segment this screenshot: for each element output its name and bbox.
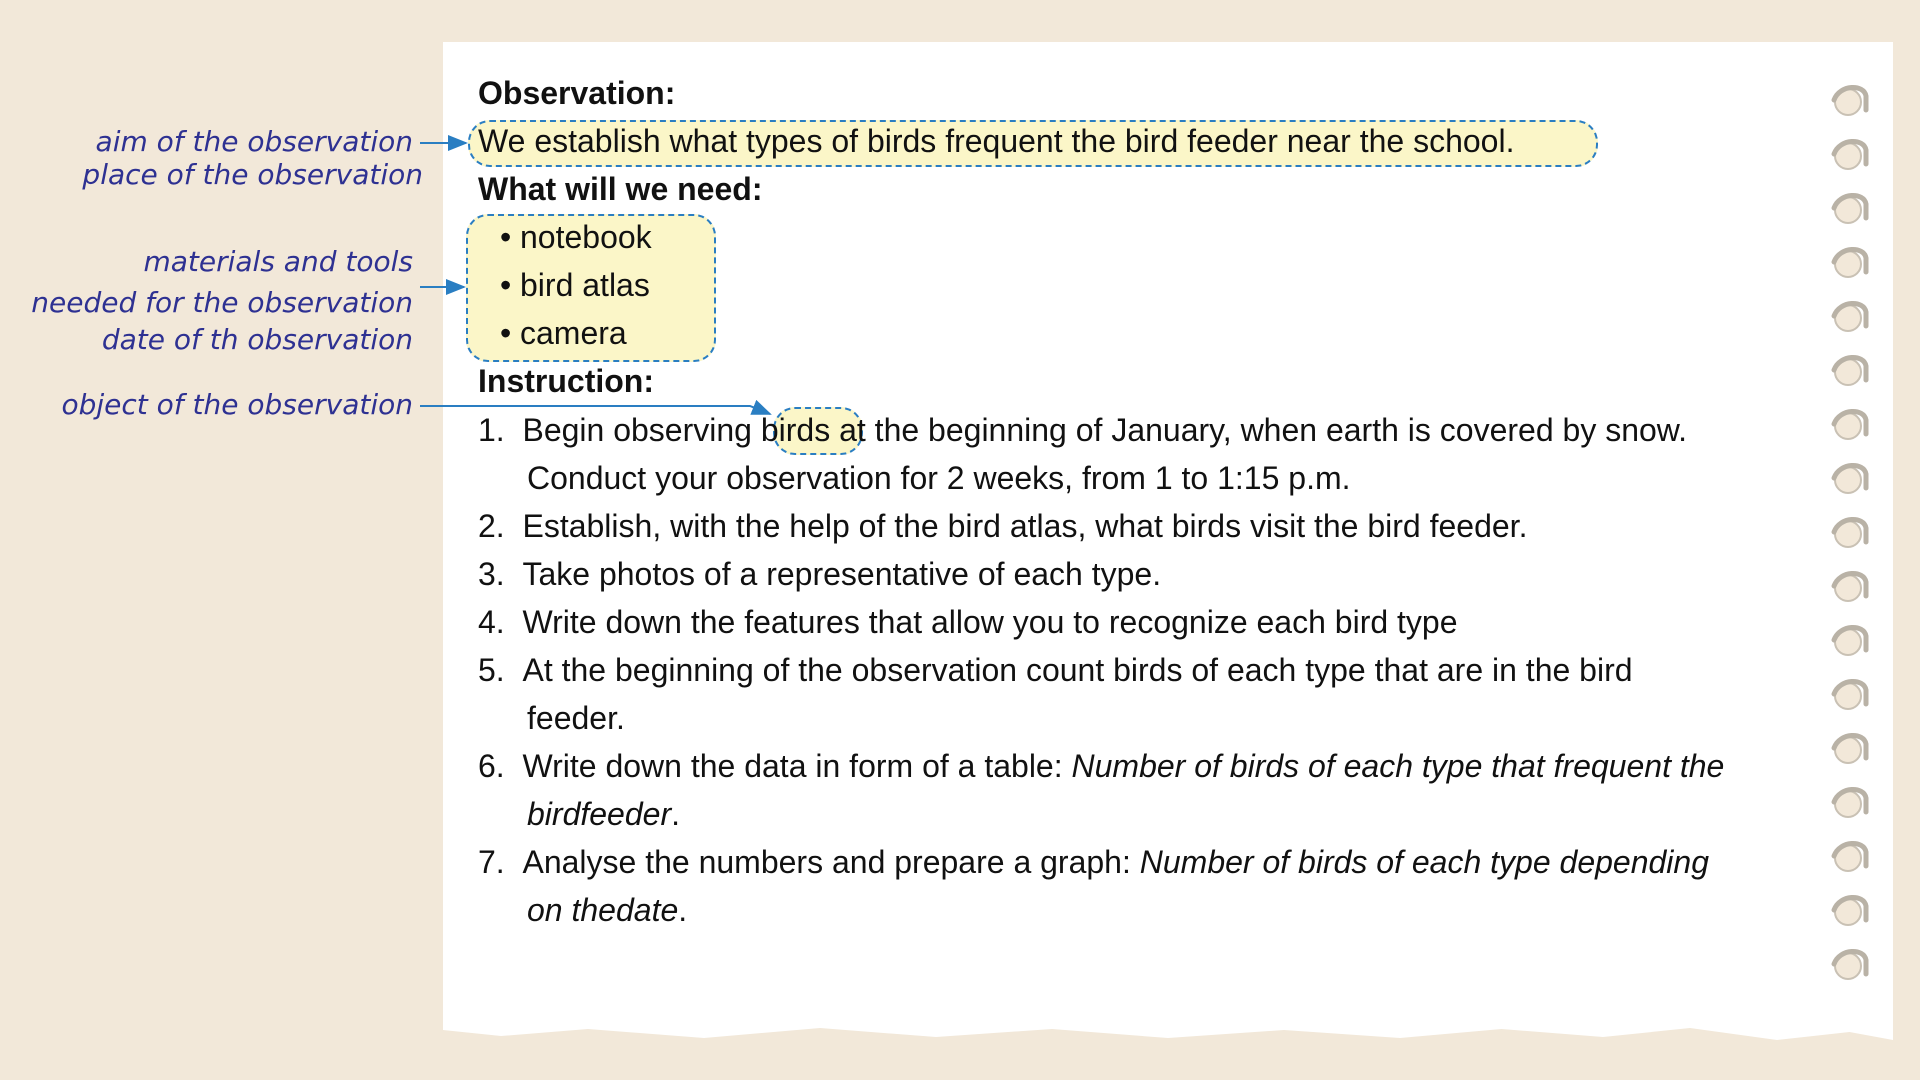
- observation-text: We establish what types of birds frequent the bird feeder near the school.: [478, 123, 1515, 159]
- bullet-icon: •: [500, 219, 512, 255]
- need-heading: What will we need:: [478, 171, 763, 207]
- step-text: Write down the features that allow you to recognize each bird type: [522, 604, 1458, 640]
- step-item: [478, 746, 1724, 786]
- need-item: [482, 313, 627, 353]
- annotation-materials-1: materials and tools: [143, 245, 413, 278]
- need-item-label: camera: [520, 315, 627, 351]
- step-continuation: [527, 794, 680, 834]
- step-text: At the beginning of the observation count birds of each type that are in the bird: [522, 652, 1633, 688]
- need-item-label: bird atlas: [520, 267, 650, 303]
- step-item: [478, 506, 1527, 546]
- step-number: 7.: [478, 844, 505, 880]
- annotation-aim: aim of the observation: [95, 125, 413, 158]
- annotation-date: date of th observation: [101, 323, 413, 356]
- step-text: .: [678, 892, 688, 928]
- annotation-place: place of the observation: [82, 158, 423, 191]
- step-number: 6.: [478, 748, 505, 784]
- step-text: Analyse the numbers and prepare a graph:: [522, 844, 1140, 880]
- step-item: [478, 602, 1458, 642]
- step-italic-text: Number of birds of each type that frequent the: [1071, 748, 1725, 784]
- need-item: [482, 265, 650, 305]
- step-italic-text: on thedate: [527, 892, 679, 928]
- bullet-icon: •: [500, 267, 512, 303]
- bullet-icon: •: [500, 315, 512, 351]
- step-item: [478, 842, 1709, 882]
- observation-heading: Observation:: [478, 75, 676, 111]
- step-number: 3.: [478, 556, 505, 592]
- step-text: at the beginning of January, when earth is covered by snow.: [830, 412, 1688, 448]
- step-item: [478, 650, 1633, 690]
- need-item-label: notebook: [520, 219, 652, 255]
- step-item: [478, 410, 1687, 450]
- step-number: 2.: [478, 508, 505, 544]
- annotation-object: object of the observation: [61, 388, 413, 421]
- instruction-heading: Instruction:: [478, 363, 654, 399]
- step-text: Write down the data in form of a table:: [522, 748, 1072, 784]
- step-text: .: [671, 796, 680, 832]
- need-item: [482, 217, 652, 257]
- step-text: Take photos of a representative of each type.: [522, 556, 1162, 592]
- step-text: Establish, with the help of the bird atlas, what birds visit the bird feeder.: [522, 508, 1528, 544]
- step-item: [478, 554, 1161, 594]
- annotation-materials-2: needed for the observation: [31, 286, 413, 319]
- step-continuation: [527, 890, 687, 930]
- step-number: 1.: [478, 412, 505, 448]
- step-number: 5.: [478, 652, 505, 688]
- step-continuation: feeder.: [527, 700, 625, 736]
- step-text: Begin observing: [522, 412, 761, 448]
- step-italic-text: Number of birds of each type depending: [1139, 844, 1709, 880]
- step-italic-text: birdfeeder: [527, 796, 672, 832]
- step-continuation: Conduct your observation for 2 weeks, from 1 to 1:15 p.m.: [527, 460, 1351, 496]
- step-number: 4.: [478, 604, 505, 640]
- step-highlight-word: birds: [760, 412, 831, 448]
